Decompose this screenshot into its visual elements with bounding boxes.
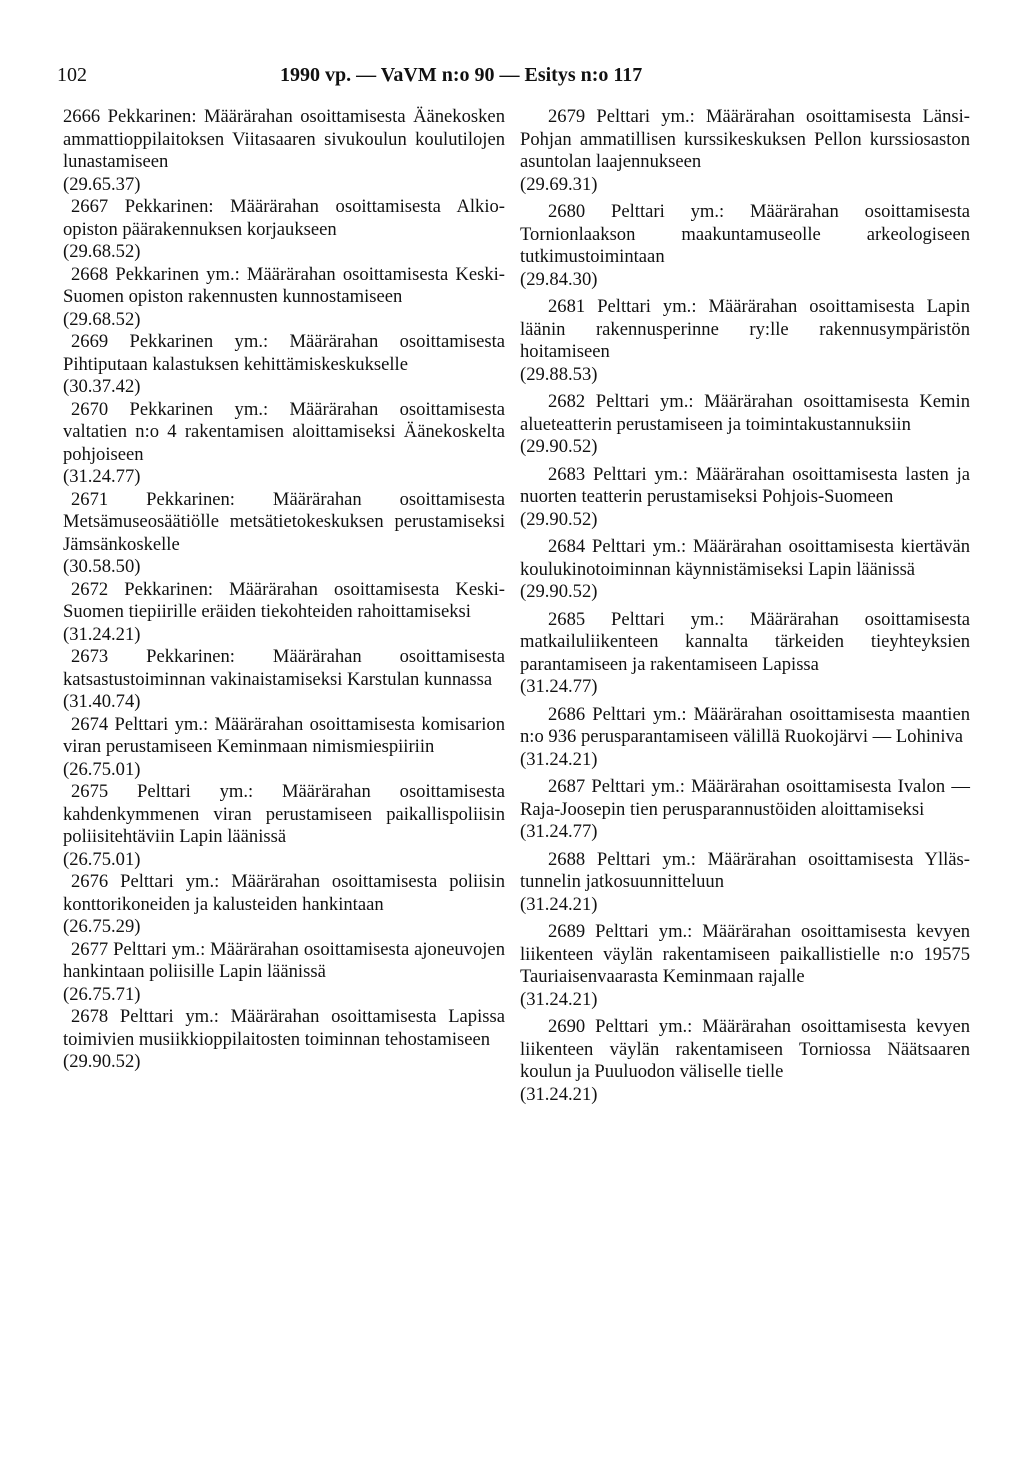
running-title: 1990 vp. — VaVM n:o 90 — Esitys n:o 117 — [280, 64, 643, 86]
entry-text: 2681 Pelttari ym.: Määrärahan osoittamisesta Lapin läänin rakennusperinne ry:lle rakennusympäristön hoitamiseen — [520, 296, 970, 362]
entry-reference: (29.90.52) — [520, 581, 598, 602]
list-item — [520, 849, 970, 917]
list-item — [63, 106, 505, 196]
page-header — [57, 62, 977, 88]
entry-text: 2676 Pelttari ym.: Määrärahan osoittamisesta poliisin konttorikoneiden ja kalusteiden hankintaan — [63, 871, 505, 915]
left-column — [63, 106, 505, 1074]
list-item — [520, 106, 970, 196]
entry-text: 2670 Pekkarinen ym.: Määrärahan osoittamisesta valtatien n:o 4 rakentamisen aloittamiseksi Äänekoskelta pohjoiseen — [63, 398, 505, 465]
entry-text: 2668 Pekkarinen ym.: Määrärahan osoittamisesta Keski-Suomen opiston rakennusten kunnostamiseen — [63, 263, 505, 307]
entry-reference: (29.88.53) — [520, 363, 598, 385]
entry-reference: (30.58.50) — [63, 556, 141, 577]
entry-reference: (29.65.37) — [63, 173, 141, 195]
entry-reference: (29.68.52) — [63, 241, 141, 262]
list-item — [520, 536, 970, 604]
entry-text: 2683 Pelttari ym.: Määrärahan osoittamisesta lasten ja nuorten teatterin perustamiseksi Pohjois-Suomeen — [520, 463, 970, 507]
entry-reference: (29.90.52) — [520, 508, 598, 530]
list-item — [520, 776, 970, 844]
entry-text: 2690 Pelttari ym.: Määrärahan osoittamisesta kevyen liikenteen väylän rakentamiseen Torniossa Näätsaaren koulun ja Puuluodon väliselle tielle — [520, 1016, 970, 1082]
list-item — [520, 391, 970, 459]
entry-text: 2675 Pelttari ym.: Määrärahan osoittamisesta kahdenkymmenen viran perustamiseen paikallispoliisin poliisitehtäviin Lapin läänissä — [63, 781, 505, 847]
entry-text: 2666 Pekkarinen: Määrärahan osoittamisesta Äänekosken ammattioppilaitoksen Viitasaaren sivukoulun koulutilojen lunastamiseen — [63, 106, 505, 172]
entry-reference: (31.24.77) — [520, 676, 598, 697]
entry-reference: (26.75.01) — [63, 758, 141, 780]
entry-reference: (29.90.52) — [63, 1051, 141, 1072]
entry-text: 2687 Pelttari ym.: Määrärahan osoittamisesta Ivalon — Raja-Joosepin tien perusparannustöiden aloittamiseksi — [520, 776, 970, 820]
entry-text: 2686 Pelttari ym.: Määrärahan osoittamisesta maantien n:o 936 perusparantamiseen välillä Ruokojärvi — Lohiniva — [520, 703, 970, 747]
entry-text: 2685 Pelttari ym.: Määrärahan osoittamisesta matkailuliikenteen kannalta tärkeiden tieyhteyksien parantamiseen ja rakentamiseen Lapissa — [520, 608, 970, 675]
entry-reference: (29.69.31) — [520, 173, 598, 195]
right-column — [520, 106, 970, 1111]
entry-reference: (31.40.74) — [63, 691, 141, 712]
entry-reference: (30.37.42) — [63, 376, 141, 397]
entry-reference: (31.24.77) — [63, 466, 141, 487]
list-item — [520, 921, 970, 1011]
list-item — [63, 579, 505, 647]
list-item — [63, 939, 505, 1007]
list-item — [63, 714, 505, 782]
entry-reference: (29.90.52) — [520, 436, 598, 457]
list-item — [63, 196, 505, 264]
entry-text: 2667 Pekkarinen: Määrärahan osoittamisesta Alkio-opiston päärakennuksen korjaukseen — [63, 196, 505, 240]
list-item — [63, 331, 505, 399]
entry-text: 2688 Pelttari ym.: Määrärahan osoittamisesta Ylläs-tunnelin jatkosuunnitteluun — [520, 848, 970, 892]
list-item — [63, 781, 505, 871]
list-item — [63, 489, 505, 579]
entry-reference: (26.75.01) — [63, 848, 141, 870]
entry-text: 2673 Pekkarinen: Määrärahan osoittamisesta katsastustoiminnan vakinaistamiseksi Karstulan kunnassa — [63, 646, 505, 690]
entry-text: 2674 Pelttari ym.: Määrärahan osoittamisesta komisarion viran perustamiseen Keminmaan nimismiespiiriin — [63, 713, 505, 757]
list-item — [520, 609, 970, 699]
entry-text: 2684 Pelttari ym.: Määrärahan osoittamisesta kiertävän koulukinotoiminnan käynnistämiseksi Lapin läänissä — [520, 536, 970, 580]
list-item — [520, 296, 970, 386]
entry-text: 2679 Pelttari ym.: Määrärahan osoittamisesta Länsi-Pohjan ammatillisen kurssikeskuksen Pellon kurssiosaston asuntolan laajennukseen — [520, 106, 970, 172]
list-item — [63, 871, 505, 939]
entry-text: 2682 Pelttari ym.: Määrärahan osoittamisesta Kemin alueteatterin perustamiseen ja toimintakustannuksiin — [520, 391, 970, 435]
list-item — [520, 464, 970, 532]
list-item — [63, 1006, 505, 1074]
entry-text: 2672 Pekkarinen: Määrärahan osoittamisesta Keski-Suomen tiepiirille eräiden tiekohteiden rahoittamiseksi — [63, 578, 505, 622]
entry-text: 2680 Pelttari ym.: Määrärahan osoittamisesta Tornionlaakson maakuntamuseolle arkeologiseen tutkimustoimintaan — [520, 201, 970, 267]
entry-reference: (26.75.71) — [63, 983, 141, 1005]
entry-text: 2689 Pelttari ym.: Määrärahan osoittamisesta kevyen liikenteen väylän rakentamiseen paikallistielle n:o 19575 Tauriaisenvaarasta Keminmaan rajalle — [520, 921, 970, 987]
entry-reference: (31.24.77) — [520, 821, 598, 842]
entry-text: 2669 Pekkarinen ym.: Määrärahan osoittamisesta Pihtiputaan kalastuksen kehittämiskeskukselle — [63, 331, 505, 375]
page-number: 102 — [57, 64, 87, 86]
list-item — [63, 264, 505, 332]
entry-reference: (31.24.21) — [520, 893, 598, 915]
entry-reference: (29.84.30) — [520, 268, 598, 290]
entry-reference: (29.68.52) — [63, 308, 141, 330]
entry-text: 2678 Pelttari ym.: Määrärahan osoittamisesta Lapissa toimivien musiikkioppilaitosten toiminnan tehostamiseen — [63, 1006, 505, 1050]
list-item — [520, 704, 970, 772]
entry-reference: (31.24.21) — [520, 1083, 598, 1105]
entry-text: 2671 Pekkarinen: Määrärahan osoittamisesta Metsämuseosäätiölle metsätietokeskuksen perustamiseksi Jämsänkoskelle — [63, 488, 505, 555]
entry-reference: (31.24.21) — [63, 623, 141, 645]
list-item — [520, 201, 970, 291]
list-item — [63, 646, 505, 714]
entry-reference: (26.75.29) — [63, 916, 141, 937]
list-item — [520, 1016, 970, 1106]
entry-reference: (31.24.21) — [520, 748, 598, 770]
entry-reference: (31.24.21) — [520, 988, 598, 1010]
list-item — [63, 399, 505, 489]
entry-text: 2677 Pelttari ym.: Määrärahan osoittamisesta ajoneuvojen hankintaan poliisille Lapin läänissä — [63, 938, 505, 982]
